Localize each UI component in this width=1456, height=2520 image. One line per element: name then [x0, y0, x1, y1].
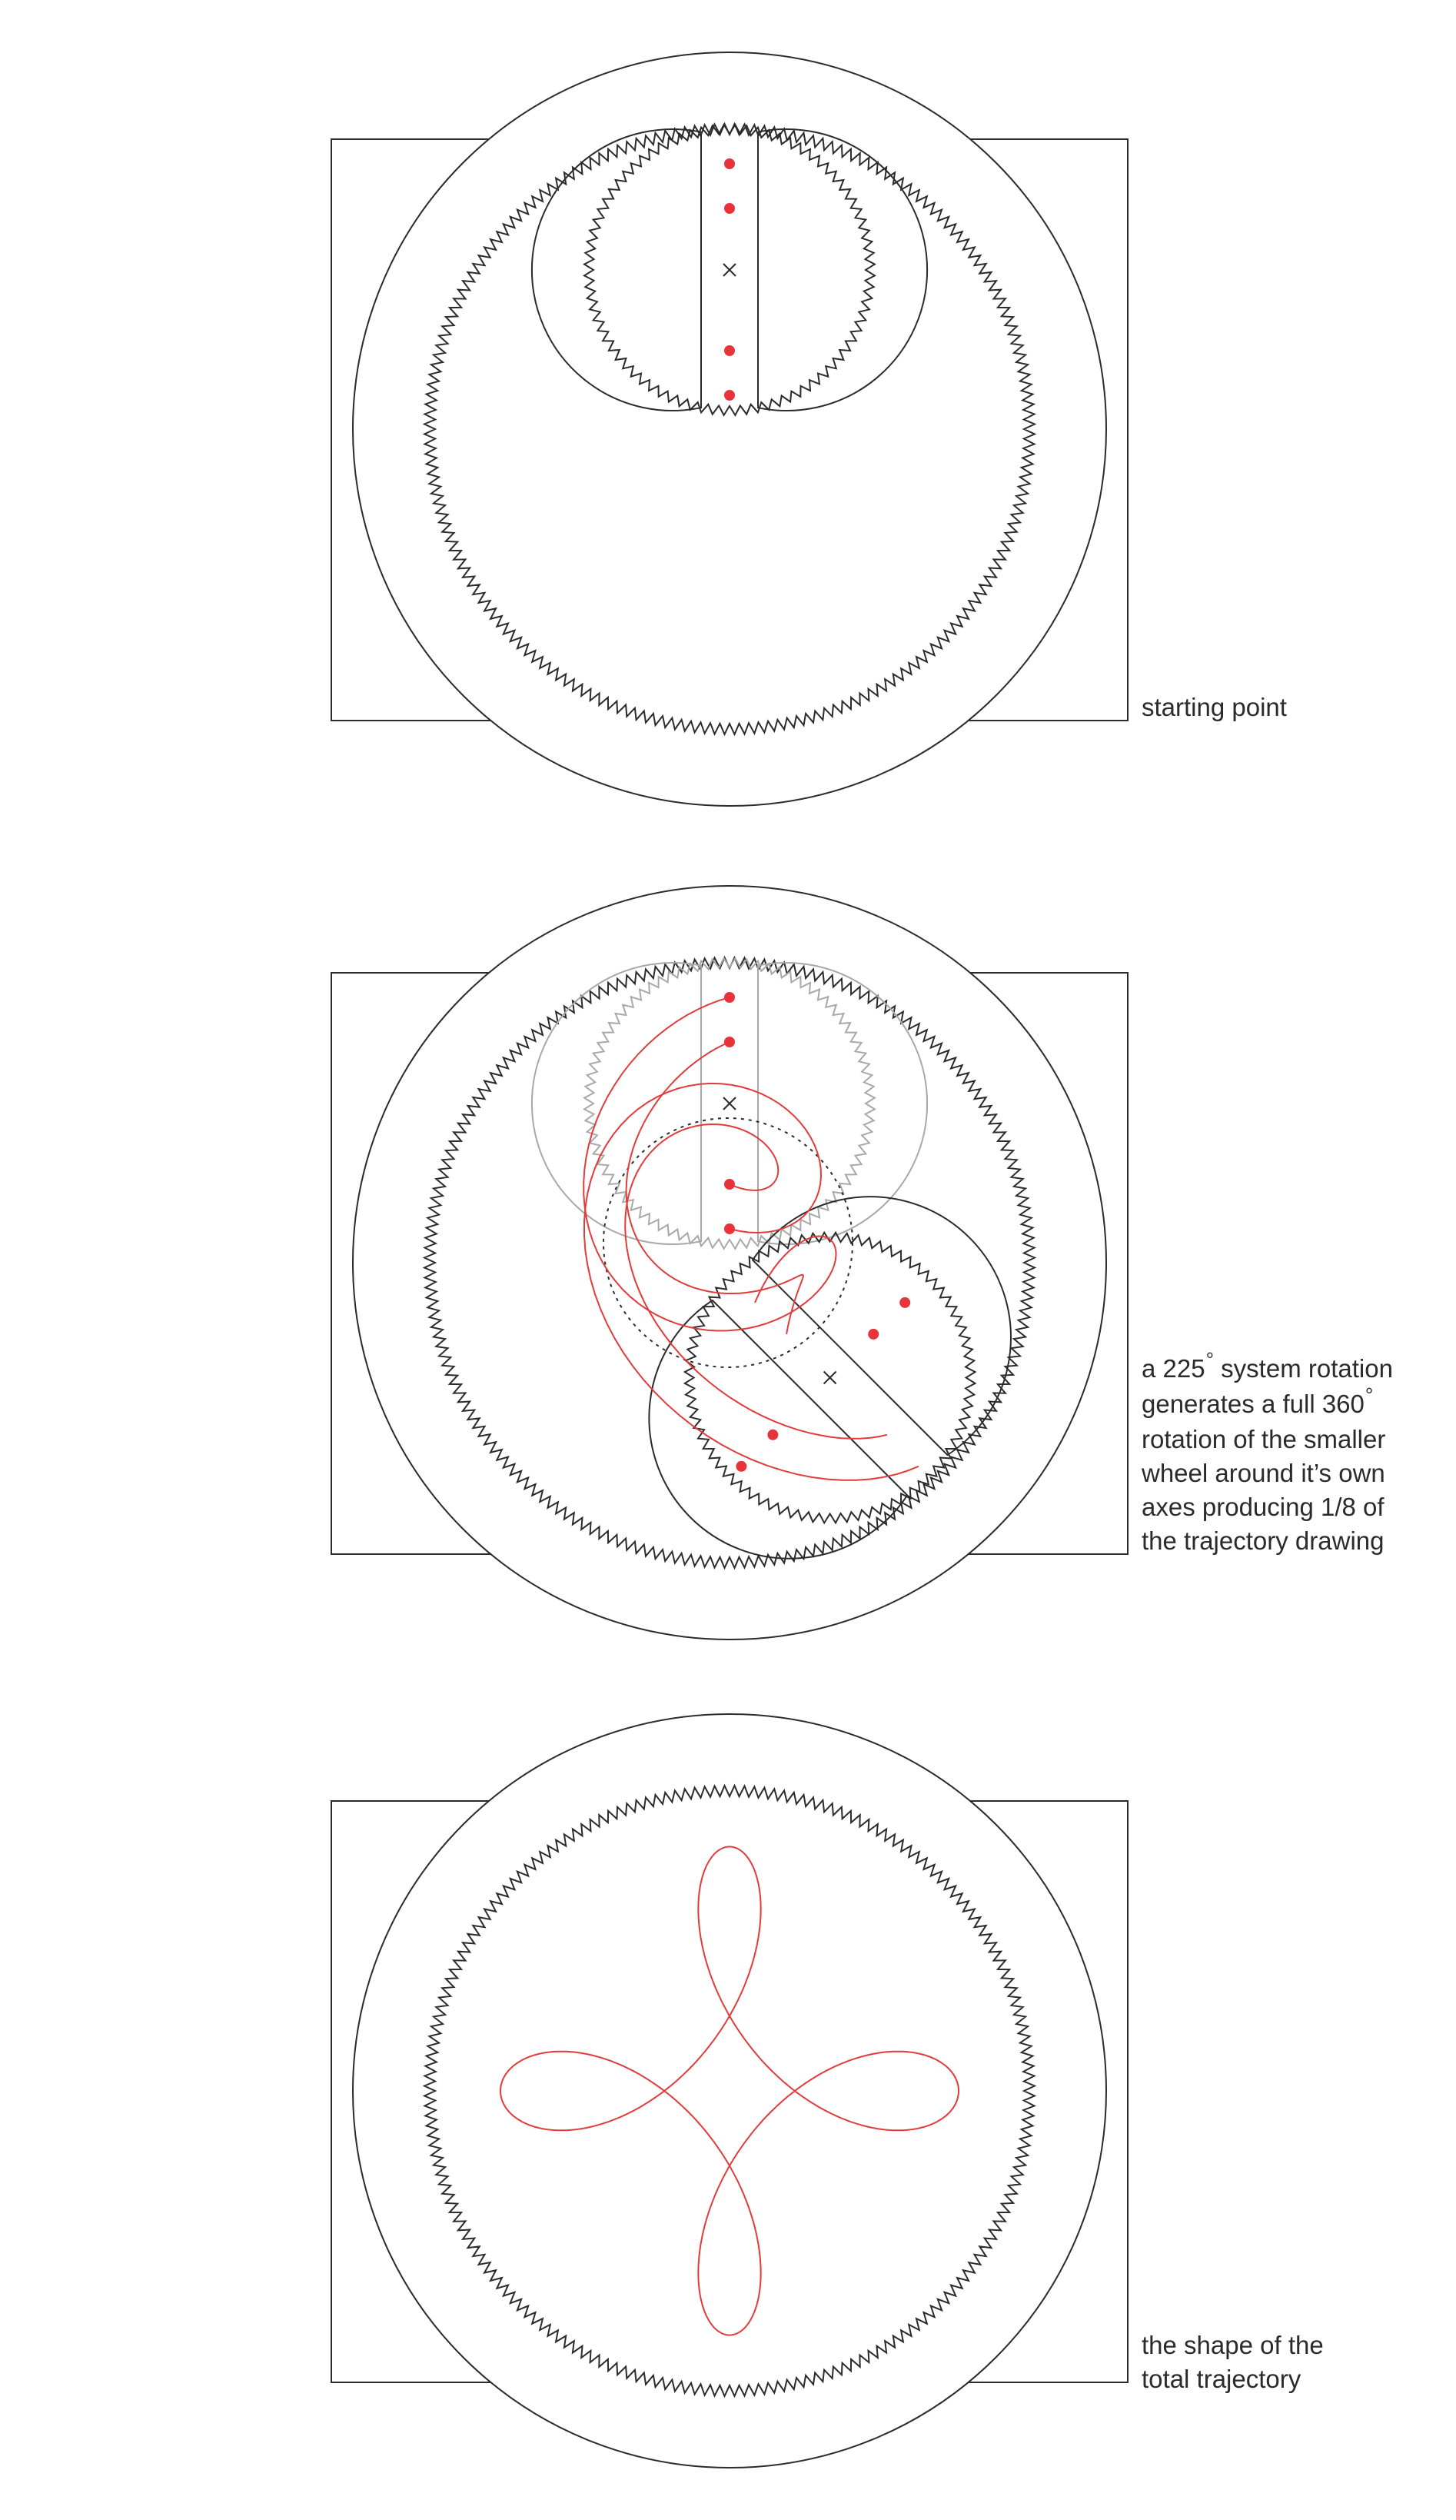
caption-text: the trajectory drawing [1142, 1526, 1385, 1555]
pen-point-dot [724, 345, 735, 356]
caption-line [1142, 1423, 1393, 1456]
pen-point-dot [724, 992, 735, 1003]
panel-starting-point [331, 52, 1128, 806]
caption-line [1142, 1348, 1393, 1387]
pen-point-dot [767, 1430, 778, 1440]
pen-point-dot [724, 1037, 735, 1047]
pen-point-dot [724, 158, 735, 169]
pen-point-dot [724, 1223, 735, 1234]
panel-total-trajectory [331, 1714, 1128, 2468]
pen-point-dot [724, 203, 735, 214]
caption-rotation [1142, 1348, 1393, 1558]
pen-point-dot [736, 1461, 746, 1472]
degree-symbol: ° [1205, 1348, 1214, 1371]
caption-text: generates a full 360 [1142, 1390, 1365, 1418]
caption-total-trajectory [1142, 2329, 1324, 2396]
caption-text: rotation of the smaller [1142, 1425, 1386, 1453]
pen-point-dot [868, 1329, 879, 1340]
caption-line [1142, 1490, 1393, 1524]
panel-rotation [331, 886, 1128, 1639]
caption-text: wheel around it’s own [1142, 1459, 1385, 1487]
caption-line: the shape of the [1142, 2331, 1324, 2359]
caption-line [1142, 1456, 1393, 1490]
caption-line [1142, 1524, 1393, 1558]
outer-disc [353, 1714, 1106, 2468]
caption-line [1142, 1383, 1393, 1423]
caption-text: axes producing 1/8 of [1142, 1493, 1385, 1521]
pen-point-dot [724, 390, 735, 401]
caption-line: starting point [1142, 693, 1287, 721]
degree-symbol: ° [1365, 1383, 1374, 1406]
pen-point-dot [724, 1179, 735, 1190]
caption-text: system rotation [1214, 1354, 1393, 1383]
caption-text: a 225 [1142, 1354, 1205, 1383]
caption-line: total trajectory [1142, 2365, 1301, 2393]
caption-starting-point [1142, 691, 1287, 724]
pen-point-dot [899, 1297, 910, 1308]
